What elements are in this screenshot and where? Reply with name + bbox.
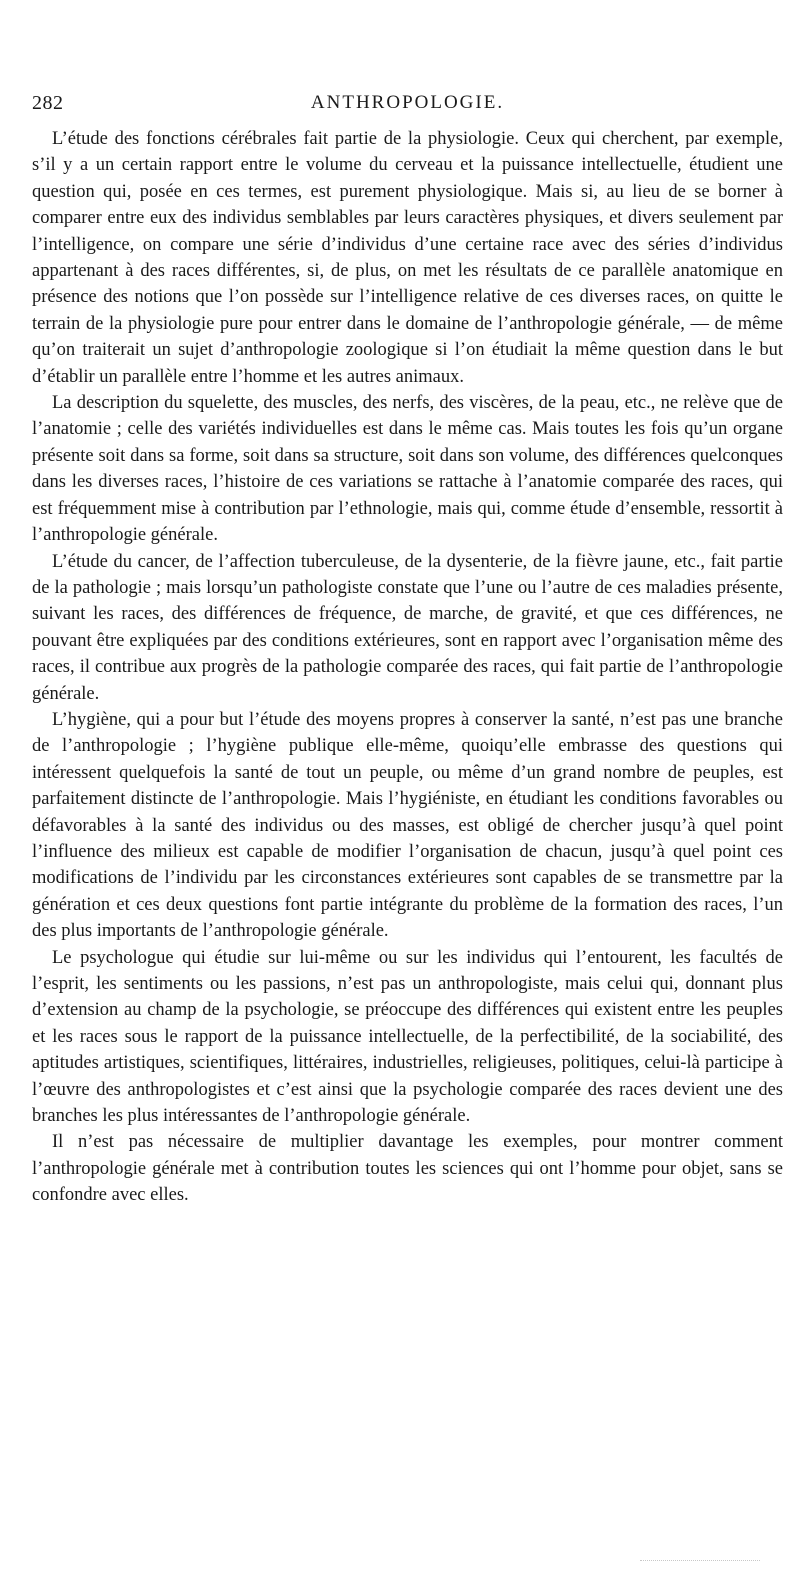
body-text [32,126,783,1209]
running-title: ANTHROPOLOGIE. [310,92,505,113]
paragraph-psychology: Le psychologue qui étudie sur lui-même ou sur les individus qui l’entourent, les facultés de l’esprit, les sentiments ou les passions, n’est pas un anthropologiste, mais celui qui, donnant plus d’extension au champ de la psychologie, se préoccupe des différences qui existent entre les peuples et les races sous le rapport de la puissance intellectuelle, de la perfectibilité, de la sociabilité, des aptitudes artistiques, scientifiques, littéraires, industrielles, religieuses, politiques, celui-là participe à l’œuvre des anthropologistes et c’est ainsi que la psychologie comparée des races devient une des branches les plus intéressantes de l’anthropologie générale. [32,947,783,1127]
bottom-rule [640,1560,760,1561]
paragraph-pathology: L’étude du cancer, de l’affection tuberculeuse, de la dysenterie, de la fièvre jaune, etc., fait partie de la pathologie ; mais lorsqu’un pathologiste constate que l’une ou l’autre de ces maladies présente, suivant les races, des différences de fréquence, de marche, de gravité, et que ces différences, ne pouvant être expliquées par des conditions extérieures, sont en rapport avec l’organisation même des races, il contribue aux progrès de la pathologie comparée des races, qui fait partie de l’anthropologie générale. [32,551,783,704]
running-head [32,92,783,122]
paragraph-hygiene: L’hygiène, qui a pour but l’étude des moyens propres à conserver la santé, n’est pas une branche de l’anthropologie ; l’hygiène publique elle-même, quoiqu’elle embrasse des questions qui intéressent quelquefois la santé de tout un peuple, ou même d’un grand nombre de peuples, est parfaitement distincte de l’anthropologie. Mais l’hygiéniste, en étudiant les conditions favorables ou défavorables à la santé des individus ou des masses, est obligé de chercher jusqu’à quel point l’influence des milieux est capable de modifier l’organisation de chacun, jusqu’à quel point ces modifications de l’individu par les circonstances extérieures sont capables de se transmettre par la génération et ces deux questions font partie intégrante du problème de la formation des races, l’un des plus importants de l’anthropologie générale. [32,709,783,942]
book-page [32,92,783,1209]
paragraph-physiology: L’étude des fonctions cérébrales fait partie de la physiologie. Ceux qui cherchent, par exemple, s’il y a un certain rapport entre le volume du cerveau et la puissance intellectuelle, étudient une question qui, posée en ces termes, est purement physiologique. Mais si, au lieu de se borner à comparer entre eux des individus semblables par leurs caractères physiques, et divers seulement par l’intelligence, on compare une série d’individus d’une certaine race avec des séries d’individus appartenant à des races différentes, si, de plus, on met les résultats de ce parallèle anatomique en présence des notions que l’on possède sur l’intelligence relative de ces diverses races, on quitte le terrain de la physiologie pure pour entrer dans le domaine de l’anthropologie générale, — de même qu’on traiterait un sujet d’anthropologie zoologique si l’on étudiait la même question dans le but d’établir un parallèle entre l’homme et les autres animaux. [32,129,783,387]
paragraph-anatomy: La description du squelette, des muscles, des nerfs, des viscères, de la peau, etc., ne relève que de l’anatomie ; celle des variétés individuelles est dans le même cas. Mais toutes les fois qu’un organe présente soit dans sa forme, soit dans sa structure, soit dans son volume, des différences quelconques dans les diverses races, l’histoire de ces variations se rattache à l’anatomie comparée des races, qui est fréquemment mise à contribution par l’ethnologie, mais qui, comme étude d’ensemble, ressortit à l’anthropologie générale. [32,393,783,546]
paragraph-conclusion: Il n’est pas nécessaire de multiplier davantage les exemples, pour montrer comment l’anthropologie générale met à contribution toutes les sciences qui ont l’homme pour objet, sans se confondre avec elles. [32,1132,783,1206]
page-number: 282 [32,92,64,114]
